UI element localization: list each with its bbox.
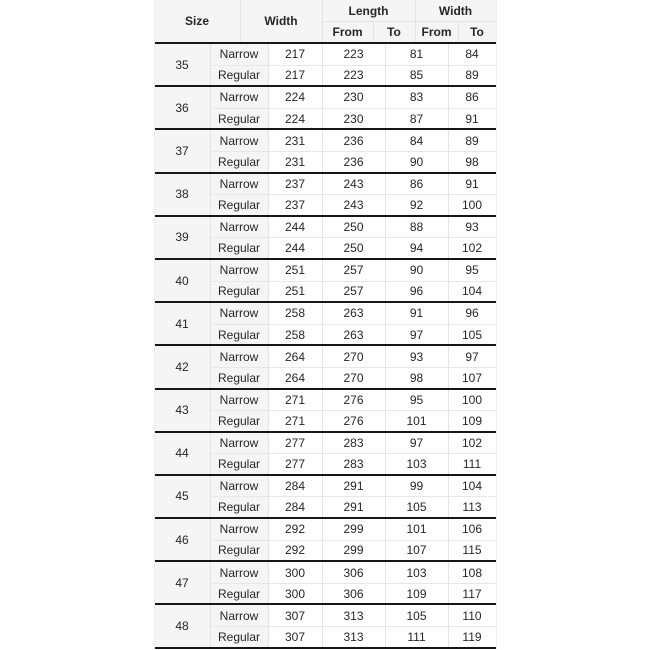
narrow-length-from-value: 271 (268, 390, 322, 411)
size-value: 36 (155, 87, 210, 128)
narrow-width-from-value: 101 (385, 519, 448, 540)
size-group (155, 603, 496, 646)
narrow-width-to-value: 86 (448, 87, 496, 108)
header-width-group: Width (415, 0, 496, 21)
regular-width-from-value: 111 (385, 626, 448, 647)
size-value: 37 (155, 130, 210, 171)
narrow-length-to-value: 230 (322, 87, 385, 108)
width-type-regular: Regular (210, 583, 268, 604)
width-type-narrow: Narrow (210, 174, 268, 195)
narrow-length-from-value: 307 (268, 605, 322, 626)
width-type-narrow: Narrow (210, 217, 268, 238)
regular-width-to-value: 111 (448, 453, 496, 474)
size-group (155, 85, 496, 128)
width-type-regular: Regular (210, 626, 268, 647)
regular-length-to-value: 223 (322, 65, 385, 86)
regular-length-from-value: 277 (268, 453, 322, 474)
narrow-width-from-value: 90 (385, 260, 448, 281)
narrow-length-to-value: 313 (322, 605, 385, 626)
narrow-width-to-value: 93 (448, 217, 496, 238)
regular-width-to-value: 119 (448, 626, 496, 647)
narrow-width-to-value: 102 (448, 433, 496, 454)
narrow-length-to-value: 299 (322, 519, 385, 540)
narrow-length-from-value: 244 (268, 217, 322, 238)
regular-width-from-value: 90 (385, 151, 448, 172)
size-value: 44 (155, 433, 210, 474)
narrow-length-to-value: 236 (322, 130, 385, 151)
regular-length-from-value: 292 (268, 540, 322, 561)
regular-length-to-value: 299 (322, 540, 385, 561)
regular-length-from-value: 307 (268, 626, 322, 647)
narrow-width-to-value: 89 (448, 130, 496, 151)
narrow-length-from-value: 300 (268, 562, 322, 583)
narrow-width-from-value: 97 (385, 433, 448, 454)
narrow-length-from-value: 277 (268, 433, 322, 454)
narrow-length-to-value: 263 (322, 303, 385, 324)
regular-width-to-value: 102 (448, 237, 496, 258)
regular-width-to-value: 117 (448, 583, 496, 604)
regular-length-from-value: 251 (268, 281, 322, 302)
regular-length-to-value: 243 (322, 194, 385, 215)
regular-length-to-value: 270 (322, 367, 385, 388)
size-group (155, 215, 496, 258)
narrow-length-from-value: 258 (268, 303, 322, 324)
narrow-length-from-value: 237 (268, 174, 322, 195)
regular-width-to-value: 105 (448, 324, 496, 345)
regular-width-from-value: 92 (385, 194, 448, 215)
size-value: 41 (155, 303, 210, 344)
regular-width-from-value: 87 (385, 108, 448, 129)
width-type-narrow: Narrow (210, 346, 268, 367)
regular-length-from-value: 217 (268, 65, 322, 86)
size-group (155, 44, 496, 85)
narrow-width-from-value: 86 (385, 174, 448, 195)
width-type-regular: Regular (210, 367, 268, 388)
width-type-regular: Regular (210, 540, 268, 561)
size-value: 42 (155, 346, 210, 387)
width-type-narrow: Narrow (210, 44, 268, 65)
width-type-narrow: Narrow (210, 433, 268, 454)
narrow-length-to-value: 276 (322, 390, 385, 411)
width-type-regular: Regular (210, 151, 268, 172)
width-type-narrow: Narrow (210, 87, 268, 108)
narrow-width-from-value: 105 (385, 605, 448, 626)
narrow-width-from-value: 99 (385, 476, 448, 497)
regular-width-to-value: 115 (448, 540, 496, 561)
width-type-regular: Regular (210, 453, 268, 474)
narrow-length-to-value: 270 (322, 346, 385, 367)
width-type-narrow: Narrow (210, 562, 268, 583)
size-group (155, 431, 496, 474)
regular-length-from-value: 284 (268, 496, 322, 517)
regular-width-from-value: 103 (385, 453, 448, 474)
size-group (155, 344, 496, 387)
width-type-regular: Regular (210, 194, 268, 215)
narrow-width-to-value: 96 (448, 303, 496, 324)
width-type-regular: Regular (210, 281, 268, 302)
regular-width-from-value: 107 (385, 540, 448, 561)
regular-length-from-value: 244 (268, 237, 322, 258)
narrow-width-to-value: 104 (448, 476, 496, 497)
width-type-regular: Regular (210, 108, 268, 129)
table-body (155, 44, 496, 649)
size-group (155, 128, 496, 171)
narrow-length-from-value: 284 (268, 476, 322, 497)
regular-length-to-value: 257 (322, 281, 385, 302)
narrow-length-from-value: 217 (268, 44, 322, 65)
size-value: 46 (155, 519, 210, 560)
header-width-from: From (415, 21, 458, 42)
narrow-width-from-value: 103 (385, 562, 448, 583)
regular-length-from-value: 300 (268, 583, 322, 604)
width-type-narrow: Narrow (210, 260, 268, 281)
regular-width-from-value: 109 (385, 583, 448, 604)
header-length-to: To (373, 21, 415, 42)
narrow-width-from-value: 83 (385, 87, 448, 108)
header-length-group: Length (322, 0, 415, 21)
width-type-regular: Regular (210, 237, 268, 258)
narrow-length-to-value: 250 (322, 217, 385, 238)
size-value: 38 (155, 174, 210, 215)
size-group (155, 474, 496, 517)
regular-length-to-value: 250 (322, 237, 385, 258)
regular-length-from-value: 231 (268, 151, 322, 172)
regular-length-to-value: 276 (322, 410, 385, 431)
size-group (155, 388, 496, 431)
table-header (155, 0, 496, 44)
narrow-width-to-value: 100 (448, 390, 496, 411)
size-group (155, 560, 496, 603)
narrow-width-to-value: 108 (448, 562, 496, 583)
size-value: 39 (155, 217, 210, 258)
narrow-width-to-value: 91 (448, 174, 496, 195)
regular-width-to-value: 91 (448, 108, 496, 129)
width-type-regular: Regular (210, 496, 268, 517)
narrow-length-from-value: 251 (268, 260, 322, 281)
header-size: Size (184, 14, 209, 28)
regular-length-from-value: 237 (268, 194, 322, 215)
narrow-width-from-value: 88 (385, 217, 448, 238)
regular-width-to-value: 113 (448, 496, 496, 517)
size-value: 45 (155, 476, 210, 517)
narrow-width-to-value: 106 (448, 519, 496, 540)
regular-length-to-value: 236 (322, 151, 385, 172)
width-type-narrow: Narrow (210, 390, 268, 411)
regular-length-to-value: 291 (322, 496, 385, 517)
regular-width-from-value: 98 (385, 367, 448, 388)
regular-width-from-value: 85 (385, 65, 448, 86)
narrow-width-to-value: 95 (448, 260, 496, 281)
width-type-regular: Regular (210, 324, 268, 345)
narrow-width-from-value: 91 (385, 303, 448, 324)
regular-length-to-value: 313 (322, 626, 385, 647)
regular-width-from-value: 96 (385, 281, 448, 302)
narrow-width-from-value: 95 (385, 390, 448, 411)
width-type-narrow: Narrow (210, 605, 268, 626)
narrow-length-to-value: 223 (322, 44, 385, 65)
regular-length-to-value: 306 (322, 583, 385, 604)
regular-length-from-value: 224 (268, 108, 322, 129)
regular-length-from-value: 271 (268, 410, 322, 431)
width-type-narrow: Narrow (210, 476, 268, 497)
width-type-narrow: Narrow (210, 130, 268, 151)
narrow-width-from-value: 84 (385, 130, 448, 151)
regular-width-from-value: 105 (385, 496, 448, 517)
header-width: Width (240, 0, 322, 42)
regular-length-to-value: 263 (322, 324, 385, 345)
size-value: 35 (155, 44, 210, 85)
size-group (155, 301, 496, 344)
size-group (155, 258, 496, 301)
size-chart-table (154, 0, 497, 649)
regular-width-to-value: 89 (448, 65, 496, 86)
regular-length-to-value: 230 (322, 108, 385, 129)
narrow-width-from-value: 81 (385, 44, 448, 65)
narrow-width-to-value: 110 (448, 605, 496, 626)
narrow-length-to-value: 243 (322, 174, 385, 195)
regular-length-from-value: 264 (268, 367, 322, 388)
narrow-length-to-value: 291 (322, 476, 385, 497)
regular-width-from-value: 94 (385, 237, 448, 258)
narrow-length-from-value: 292 (268, 519, 322, 540)
size-value: 48 (155, 605, 210, 646)
regular-width-from-value: 101 (385, 410, 448, 431)
narrow-width-to-value: 97 (448, 346, 496, 367)
narrow-length-from-value: 231 (268, 130, 322, 151)
regular-width-to-value: 109 (448, 410, 496, 431)
size-group (155, 172, 496, 215)
narrow-length-to-value: 283 (322, 433, 385, 454)
size-value: 43 (155, 390, 210, 431)
width-type-regular: Regular (210, 410, 268, 431)
regular-width-to-value: 104 (448, 281, 496, 302)
regular-length-to-value: 283 (322, 453, 385, 474)
narrow-length-to-value: 257 (322, 260, 385, 281)
size-value: 40 (155, 260, 210, 301)
size-value: 47 (155, 562, 210, 603)
regular-width-to-value: 100 (448, 194, 496, 215)
header-length-from: From (322, 21, 373, 42)
narrow-width-to-value: 84 (448, 44, 496, 65)
regular-length-from-value: 258 (268, 324, 322, 345)
narrow-length-to-value: 306 (322, 562, 385, 583)
width-type-regular: Regular (210, 65, 268, 86)
regular-width-to-value: 98 (448, 151, 496, 172)
regular-width-to-value: 107 (448, 367, 496, 388)
narrow-length-from-value: 264 (268, 346, 322, 367)
width-type-narrow: Narrow (210, 303, 268, 324)
narrow-width-from-value: 93 (385, 346, 448, 367)
regular-width-from-value: 97 (385, 324, 448, 345)
width-type-narrow: Narrow (210, 519, 268, 540)
size-group (155, 517, 496, 560)
narrow-length-from-value: 224 (268, 87, 322, 108)
header-width-to: To (458, 21, 496, 42)
